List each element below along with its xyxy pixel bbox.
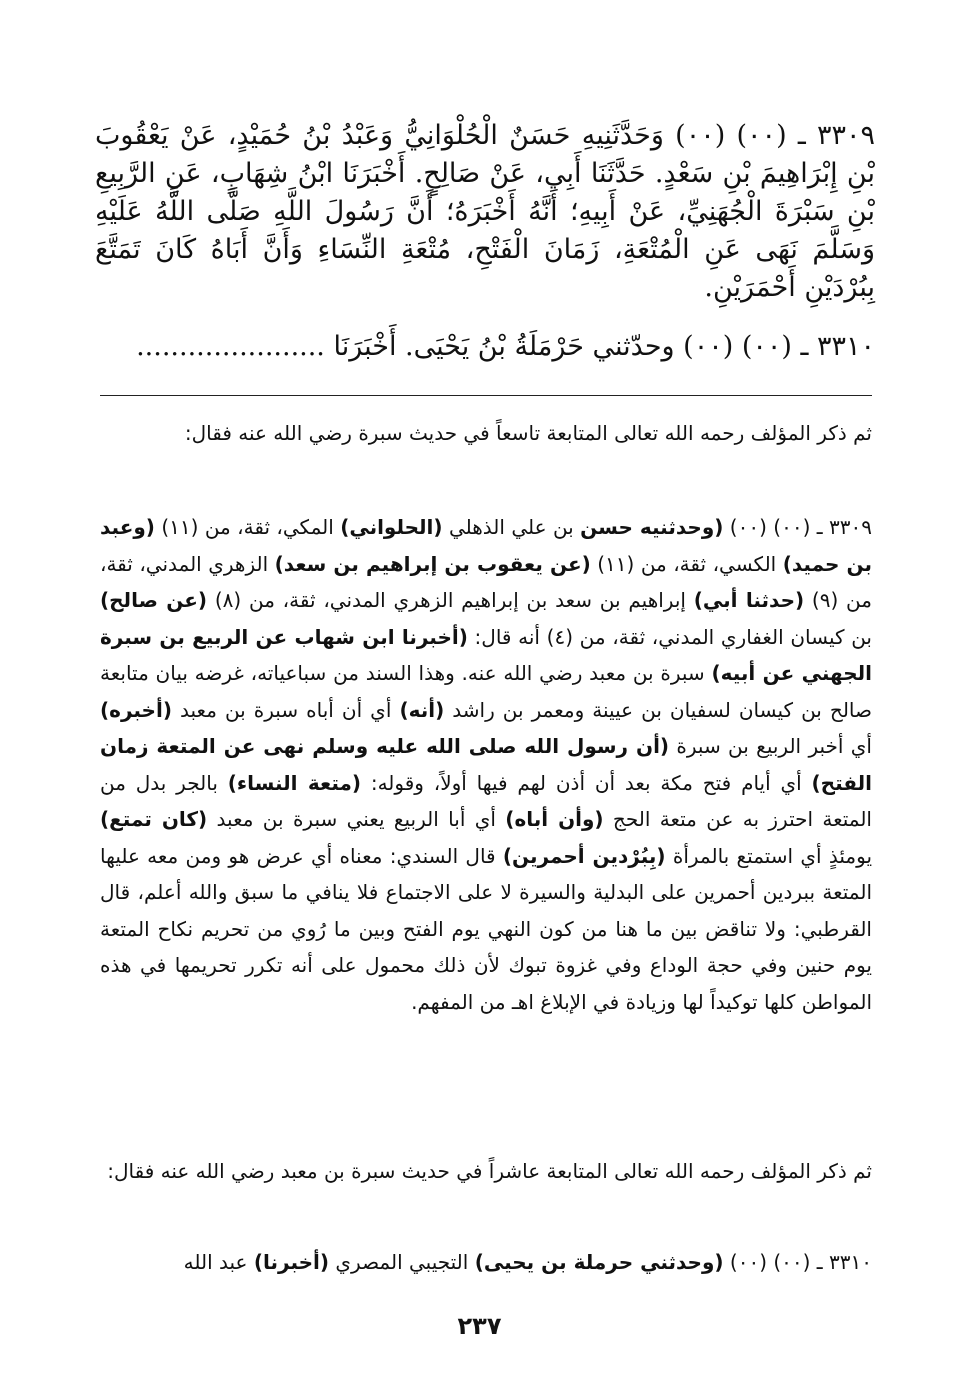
commentary-text: إبراهيم بن سعد بن إبراهيم الزهري المدني، ثقة، من (٨) <box>207 588 694 612</box>
commentary-text: بن كيسان الغفاري المدني، ثقة، من (٤) أنه قال: <box>467 624 872 649</box>
commentary-text: أي أن أباه سبرة بن معبد <box>171 697 400 722</box>
commentary-text: بن علي الذهلي <box>442 515 581 539</box>
commentary-text: ٣٣٠٩ ـ (٠٠) (٠٠) <box>723 515 872 539</box>
commentary-bold-quote: (وحدثنيه حسن <box>580 515 724 539</box>
commentary-3309 <box>100 509 872 1020</box>
commentary-bold-quote: (متعة النساء) <box>227 770 362 795</box>
commentary-bold-quote: (الحلواني) <box>340 515 443 539</box>
commentary-text: بالجر بدل من المتعة احترز به عن متعة الحج <box>100 770 872 831</box>
commentary-intro-tenth: ثم ذكر المؤلف رحمه الله تعالى المتابعة عاشراً في حديث سبرة بن معبد رضي الله عنه فقال: <box>107 1159 872 1183</box>
commentary-bold-quote: (أخبرنا ابن شهاب عن الربيع بن سبرة الجهني عن أبيه) <box>100 624 872 685</box>
commentary-bold-quote: (حدثنا أبي) <box>693 588 805 612</box>
commentary-bold-quote: (بِبُرْدين أحمرين) <box>502 843 666 868</box>
commentary-text: قال السندي: معناه أي عرض هو ومن معه عليها المتعة ببردين أحمرين على البدلية والسيرة لا على الاجتماع فلا ينافي ما سبق والله أعلم، قال القرطبي: ولا تناقض بين ما هنا من كون النهي يوم الفتح وبين ما رُوي من تحريم نكاح المتعة يوم حنين وفي حجة الوداع وفي غزوة تبوك لأن ذلك محمول على أنه تكرر تحريمها في هذه المواطن كلها توكيداً لها وزيادة في الإبلاغ اهـ من المفهم. <box>100 843 872 1014</box>
commentary-3310 <box>100 1244 872 1281</box>
commentary-bold-quote: (أنه) <box>399 697 445 722</box>
commentary-bold-quote: (وعبد بن حميد) <box>100 515 872 576</box>
commentary-bold-quote: (وحدثني حرملة بن يحيى) <box>474 1250 724 1274</box>
commentary-bold-quote: (عن صالح) <box>100 588 208 612</box>
commentary-bold-quote: (عن يعقوب بن إبراهيم بن سعد) <box>274 551 591 576</box>
commentary-text: المكي، ثقة، من (١١) <box>154 515 341 539</box>
commentary-text: الزهري المدني، ثقة، من (٩) <box>100 551 872 612</box>
commentary-text: الكسي، ثقة، من (١١) <box>590 551 783 576</box>
commentary-text: سبرة بن معبد رضي الله عنه. وهذا السند من سباعياته، غرضه بيان متابعة صالح بن كيسان لسفيان بن عيينة ومعمر بن راشد <box>100 661 872 722</box>
commentary-text: أي أبا الربيع يعني سبرة بن معبد <box>207 807 506 831</box>
commentary-bold-quote: (وأن أباه) <box>505 807 604 831</box>
commentary-bold-quote: (أخبرنا) <box>253 1250 330 1274</box>
footnote-divider <box>100 395 872 396</box>
commentary-bold-quote: (أن رسول الله صلى الله عليه وسلم نهى عن المتعة زمان الفتح) <box>100 734 873 795</box>
page-number: ٢٣٧ <box>457 1312 502 1340</box>
commentary-text: ٣٣١٠ ـ (٠٠) (٠٠) <box>723 1250 872 1274</box>
hadith-3310-text: ٣٣١٠ ـ (٠٠) (٠٠) وحدّثني حَرْمَلَةُ بْنُ يَحْيَى. أَخْبَرَنَا ...................... <box>136 331 875 362</box>
hadith-3309-text: ٣٣٠٩ ـ (٠٠) (٠٠) وَحَدَّثَنِيهِ حَسَنٌ الْحُلْوَانِيُّ وَعَبْدُ بْنُ حُمَيْدٍ، عَنْ يَعْقُوبَ بْنِ إِبْرَاهِيمَ بْنِ سَعْدٍ. حَدَّثَنَا أَبِي، عَنْ صَالِحٍ. أَخْبَرَنَا ابْنُ شِهَابٍ، عَنِ الرَّبِيعِ بْنِ سَبْرَةَ الْجُهَنِيِّ، عَنْ أَبِيهِ؛ أَنَّهُ أَخْبَرَهُ؛ أَنَّ رَسُولَ اللَّهِ صَلَّى اللَّهُ عَلَيْهِ وَسَلَّمَ نَهَى عَنِ الْمُتْعَةِ، زَمَانَ الْفَتْحِ، مُتْعَةِ النِّسَاءِ وَأَنَّ أَبَاهُ كَانَ تَمَتَّعَ بِبُرْدَيْنِ أَحْمَرَيْنِ. <box>95 120 876 303</box>
commentary-text: يومئذٍ أي استمتع بالمرأة <box>665 843 873 868</box>
commentary-text: التجيبي المصري <box>329 1250 475 1274</box>
commentary-text: أي أيام فتح مكة بعد أن أذن لهم فيها أولاً، وقوله: <box>361 770 812 795</box>
commentary-bold-quote: (كان تمتع) <box>100 807 208 831</box>
commentary-intro-ninth: ثم ذكر المؤلف رحمه الله تعالى المتابعة تاسعاً في حديث سبرة رضي الله عنه فقال: <box>184 421 872 445</box>
commentary-text: عبد الله <box>183 1250 254 1274</box>
commentary-text: أي أخبر الربيع بن سبرة <box>669 734 872 758</box>
commentary-bold-quote: (أخبره) <box>100 697 172 722</box>
